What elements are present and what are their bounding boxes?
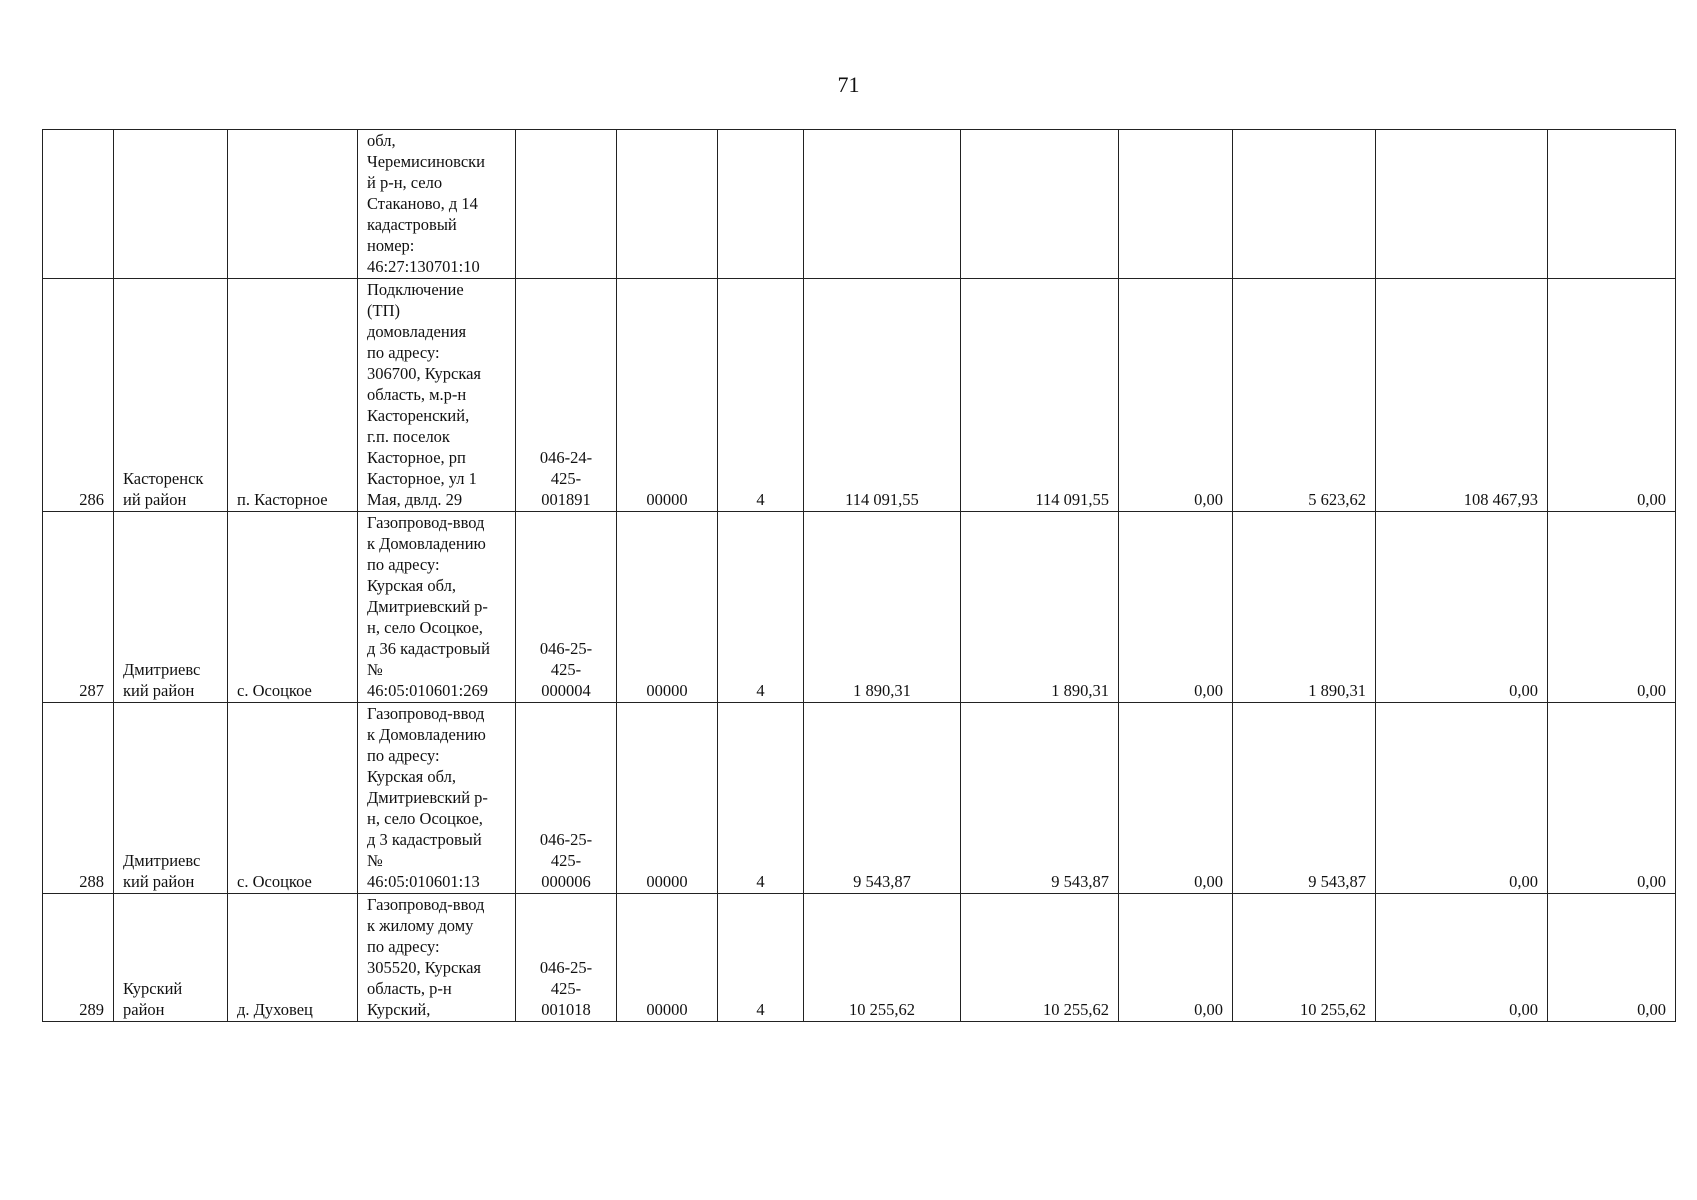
amount-cell	[961, 130, 1119, 279]
amount-cell	[1119, 130, 1233, 279]
column-7-cell: 4	[718, 703, 804, 894]
column-7-cell	[718, 130, 804, 279]
code-cell	[516, 130, 617, 279]
table-row	[43, 894, 1676, 1022]
code-cell: 046-25- 425- 000006	[516, 703, 617, 894]
amount-cell: 0,00	[1376, 512, 1548, 703]
amount-cell: 0,00	[1119, 894, 1233, 1022]
district-cell: Дмитриевс кий район	[114, 512, 228, 703]
table-row	[43, 512, 1676, 703]
column-6-cell: 00000	[617, 279, 718, 512]
amount-cell: 0,00	[1119, 512, 1233, 703]
amount-cell: 9 543,87	[804, 703, 961, 894]
amount-cell: 0,00	[1548, 279, 1676, 512]
district-cell	[114, 130, 228, 279]
amount-cell: 1 890,31	[804, 512, 961, 703]
locality-cell: д. Духовец	[228, 894, 358, 1022]
amount-cell: 0,00	[1119, 703, 1233, 894]
amount-cell: 0,00	[1376, 894, 1548, 1022]
locality-cell: п. Касторное	[228, 279, 358, 512]
district-cell: Курский район	[114, 894, 228, 1022]
description-cell: Газопровод-ввод к Домовладению по адресу: Курская обл, Дмитриевский р- н, село Осоцкое, д 3 кадастровый № 46:05:010601:13	[358, 703, 516, 894]
amount-cell: 9 543,87	[1233, 703, 1376, 894]
amount-cell: 0,00	[1548, 894, 1676, 1022]
locality-cell	[228, 130, 358, 279]
amount-cell	[1376, 130, 1548, 279]
code-cell: 046-25- 425- 000004	[516, 512, 617, 703]
column-7-cell: 4	[718, 512, 804, 703]
amount-cell: 1 890,31	[1233, 512, 1376, 703]
amount-cell: 0,00	[1119, 279, 1233, 512]
amount-cell: 108 467,93	[1376, 279, 1548, 512]
row-number: 288	[43, 703, 114, 894]
amount-cell: 0,00	[1376, 703, 1548, 894]
description-cell: обл, Черемисиновски й р-н, село Стаканово, д 14 кадастровый номер: 46:27:130701:10	[358, 130, 516, 279]
column-6-cell	[617, 130, 718, 279]
district-cell: Дмитриевс кий район	[114, 703, 228, 894]
locality-cell: с. Осоцкое	[228, 512, 358, 703]
amount-cell	[1548, 130, 1676, 279]
amount-cell: 114 091,55	[961, 279, 1119, 512]
row-number: 287	[43, 512, 114, 703]
district-cell: Касторенск ий район	[114, 279, 228, 512]
column-6-cell: 00000	[617, 512, 718, 703]
table-row	[43, 130, 1676, 279]
amount-cell: 10 255,62	[804, 894, 961, 1022]
column-6-cell: 00000	[617, 894, 718, 1022]
amount-cell: 114 091,55	[804, 279, 961, 512]
description-cell: Газопровод-ввод к Домовладению по адресу: Курская обл, Дмитриевский р- н, село Осоцкое, д 36 кадастровый № 46:05:010601:269	[358, 512, 516, 703]
column-6-cell: 00000	[617, 703, 718, 894]
amount-cell: 9 543,87	[961, 703, 1119, 894]
code-cell: 046-25- 425- 001018	[516, 894, 617, 1022]
amount-cell	[1233, 130, 1376, 279]
locality-cell: с. Осоцкое	[228, 703, 358, 894]
amount-cell	[804, 130, 961, 279]
table-row	[43, 703, 1676, 894]
amount-cell: 0,00	[1548, 512, 1676, 703]
amount-cell: 0,00	[1548, 703, 1676, 894]
row-number	[43, 130, 114, 279]
code-cell: 046-24- 425- 001891	[516, 279, 617, 512]
column-7-cell: 4	[718, 894, 804, 1022]
table-row	[43, 279, 1676, 512]
amount-cell: 10 255,62	[1233, 894, 1376, 1022]
amount-cell: 1 890,31	[961, 512, 1119, 703]
amount-cell: 10 255,62	[961, 894, 1119, 1022]
description-cell: Подключение (ТП) домовладения по адресу: 306700, Курская область, м.р-н Касторенский, г.п. поселок Касторное, рп Касторное, ул 1 Мая, двлд. 29	[358, 279, 516, 512]
page-number: 71	[837, 72, 860, 97]
amount-cell: 5 623,62	[1233, 279, 1376, 512]
row-number: 289	[43, 894, 114, 1022]
column-7-cell: 4	[718, 279, 804, 512]
row-number: 286	[43, 279, 114, 512]
table-body	[43, 130, 1676, 1022]
registry-table	[42, 129, 1676, 1022]
description-cell: Газопровод-ввод к жилому дому по адресу: 305520, Курская область, р-н Курский,	[358, 894, 516, 1022]
